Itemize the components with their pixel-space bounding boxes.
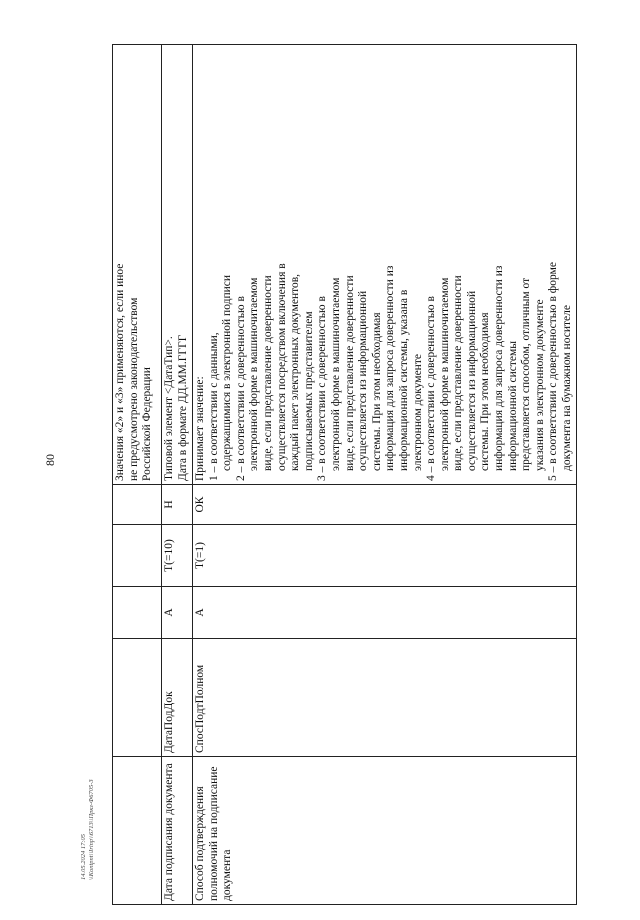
description-line: Российской Федерации [141,367,154,481]
cell-description [113,45,162,485]
description-line: Принимает значение: [194,376,206,481]
description-line: электронной форме в машиночитаемом [438,277,451,471]
description-line: не предусмотрено законодательством [127,297,140,481]
description-line: системы. При этом необходимая [370,312,383,471]
description-line: 1 – в соответствии с данными, [207,332,220,481]
footer-timestamp: 14.05.2024 17:05 [80,833,87,880]
description-line: информационной системы, указана в [397,289,410,471]
description-line: подписываемых представителем [302,311,315,471]
description-line: виде, если представление доверенности [452,275,465,471]
description-line: 5 – в соответствии с доверенностью в форме [547,262,560,481]
requisites-table [112,44,577,905]
description-line: электронном документе [411,354,424,471]
description-line: информация для запроса доверенности из [384,265,397,471]
cell-code: ДатаПодДок [162,639,193,757]
description-line: содержащимися в электронной подписи [221,274,234,471]
description-line: осуществляется посредством включения в [275,263,288,471]
cell-required: Н [162,485,193,525]
description-line: каждый пакет электронных документов, [289,273,302,471]
description-line: виде, если представление доверенности [261,275,274,471]
description-line: электронной форме в машиночитаемом [248,277,261,471]
description-line: системы. При этом необходимая [479,312,492,471]
cell-description [162,45,193,485]
cell-required [113,485,162,525]
cell-code: СпосПодтПолном [193,639,577,757]
rotated-table-container [112,45,602,905]
description-line: электронной форме в машиночитаемом [329,277,342,471]
description-line: Дата в формате ДД.ММ.ГГГГ [176,334,189,481]
cell-format: T(=1) [193,525,577,587]
table-row [113,45,162,905]
cell-type: А [193,587,577,639]
description-line: Значения «2» и «3» применяются, если иное [114,263,126,481]
description-line: 4 – в соответствии с доверенностью в [425,296,438,481]
description-line: указания в электронном документе [533,299,546,471]
cell-format [113,525,162,587]
footer-note [80,720,108,880]
description-line: информация для запроса доверенности из [493,265,506,471]
cell-code [113,639,162,757]
table-row [162,45,193,905]
footer-path: \\Kontpnt\\Irinp\\6713\\Пркз-Ф6705-3 [88,779,95,880]
description-line: 3 – в соответствии с доверенностью в [316,296,329,481]
description-line: 2 – в соответствии с доверенностью в [234,296,247,481]
description-line: виде, если представление доверенности [343,275,356,471]
cell-name [113,757,162,905]
cell-type: А [162,587,193,639]
cell-format: T(=10) [162,525,193,587]
description-line: представляется способом, отличным от [520,277,533,471]
cell-name: Способ подтверждения полномочий на подписание документа [193,757,577,905]
page-number: 80 [43,454,57,466]
description-line: информационной системы [506,340,519,471]
description-line: Типовой элемент <ДатаТип>. [163,336,175,481]
description-line: документа на бумажном носителе [561,305,574,471]
description-line: осуществляется из информационной [357,290,370,471]
cell-required: ОК [193,485,577,525]
cell-type [113,587,162,639]
description-line: осуществляется из информационной [465,290,478,471]
cell-name: Дата подписания документа [162,757,193,905]
table-row [193,45,577,905]
cell-description [193,45,577,485]
